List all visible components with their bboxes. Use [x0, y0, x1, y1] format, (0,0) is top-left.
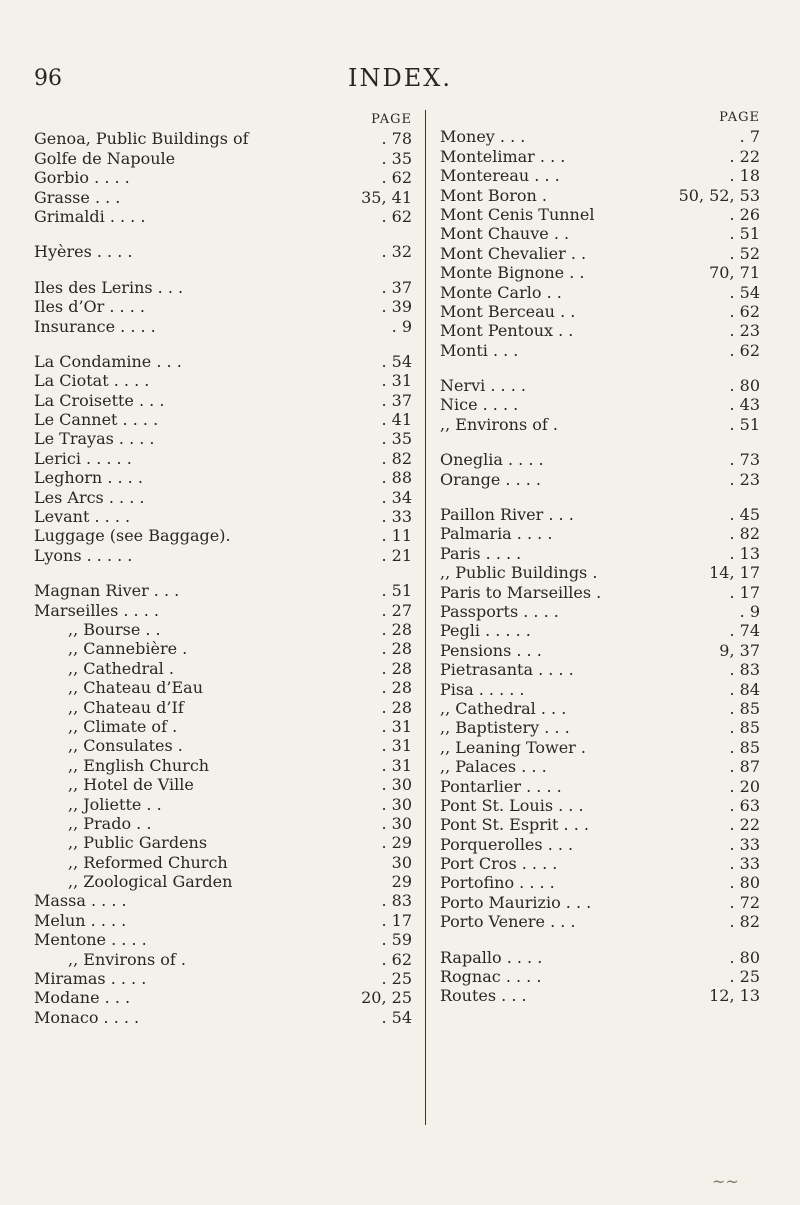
- entry-page: . 22: [729, 815, 760, 835]
- entry-page: . 23: [729, 321, 760, 341]
- entry-page: . 37: [381, 390, 412, 410]
- entry-name: Mont Cenis Tunnel: [440, 204, 595, 224]
- entry-page: . 45: [729, 505, 760, 525]
- index-entry: [440, 166, 760, 185]
- index-entry: [440, 893, 760, 912]
- entry-name: Paris to Marseilles .: [440, 582, 602, 602]
- entry-page: . 34: [381, 487, 412, 507]
- entry-page: . 17: [729, 582, 760, 602]
- index-entry: [34, 698, 412, 717]
- index-entry: [440, 302, 760, 321]
- entry-name: Grasse . . .: [34, 187, 121, 207]
- entry-name: Mont Chevalier . .: [440, 243, 587, 263]
- entry-page: . 22: [729, 146, 760, 166]
- entry-name: Paillon River . . .: [440, 505, 574, 525]
- blank-line: [440, 489, 760, 505]
- index-entry: [34, 814, 412, 833]
- entry-page: . 51: [729, 224, 760, 244]
- index-entry: [34, 930, 412, 949]
- entry-name: Port Cros . . . .: [440, 854, 558, 874]
- entry-name: Rapallo . . . .: [440, 947, 543, 967]
- index-entry: [440, 450, 760, 469]
- entry-name: Miramas . . . .: [34, 969, 147, 989]
- index-entry: [440, 602, 760, 621]
- entry-name: ,, Hotel de Ville: [68, 775, 194, 795]
- page-title: INDEX.: [348, 64, 452, 92]
- entry-name: Nervi . . . .: [440, 376, 526, 396]
- entry-name: Monti . . .: [440, 340, 519, 360]
- entry-name: Mont Pentoux . .: [440, 321, 574, 341]
- index-entry: [440, 641, 760, 660]
- index-entry: [34, 581, 412, 600]
- entry-name: Golfe de Napoule: [34, 148, 176, 168]
- entry-name: Orange . . . .: [440, 469, 542, 489]
- entry-name: Pont St. Esprit . . .: [440, 815, 589, 835]
- index-entry: [440, 815, 760, 834]
- index-entry: [440, 699, 760, 718]
- entry-page: . 80: [729, 873, 760, 893]
- entry-page: . 25: [729, 967, 760, 987]
- entry-page: . 9: [739, 601, 760, 621]
- entry-name: Pont St. Louis . . .: [440, 795, 584, 815]
- index-entry: [34, 659, 412, 678]
- column-divider: [425, 110, 426, 1125]
- entry-page: . 82: [729, 524, 760, 544]
- index-entry: [440, 873, 760, 892]
- entry-page: . 59: [381, 930, 412, 950]
- entry-page: . 54: [381, 351, 412, 371]
- printer-ornament-icon: ~~: [712, 1172, 739, 1191]
- index-entry: [440, 244, 760, 263]
- entry-page: . 9: [391, 316, 412, 336]
- entry-page: . 21: [381, 545, 412, 565]
- entry-name: Mont Chauve . .: [440, 224, 570, 244]
- index-entry: [34, 891, 412, 910]
- index-entry: [440, 660, 760, 679]
- index-entry: [440, 283, 760, 302]
- entry-name: ,, Zoological Garden: [68, 872, 233, 892]
- index-entry: [440, 986, 760, 1005]
- index-entry: [34, 988, 412, 1007]
- index-entry: [34, 775, 412, 794]
- entry-page: . 31: [381, 371, 412, 391]
- index-entry: [440, 395, 760, 414]
- entry-name: Montelimar . . .: [440, 146, 566, 166]
- entry-name: Les Arcs . . . .: [34, 487, 145, 507]
- entry-name: Pegli . . . . .: [440, 621, 531, 641]
- entry-page: . 85: [729, 737, 760, 757]
- blank-line: [440, 932, 760, 948]
- index-entry: [440, 321, 760, 340]
- index-entry: [440, 796, 760, 815]
- entry-name: Leghorn . . . .: [34, 468, 143, 488]
- index-entry: [34, 149, 412, 168]
- index-entry: [34, 678, 412, 697]
- entry-name: ,, Climate of .: [68, 716, 178, 736]
- entry-name: Rognac . . . .: [440, 967, 542, 987]
- entry-name: Portofino . . . .: [440, 873, 555, 893]
- entry-page: . 20: [729, 776, 760, 796]
- entry-name: Levant . . . .: [34, 507, 131, 527]
- index-entry: [440, 470, 760, 489]
- entry-name: Le Trayas . . . .: [34, 429, 155, 449]
- index-entry: [34, 872, 412, 891]
- entry-name: Hyères . . . .: [34, 242, 133, 262]
- blank-line: [34, 336, 412, 352]
- entry-page: . 32: [381, 242, 412, 262]
- index-entry: [34, 468, 412, 487]
- index-entry: [440, 263, 760, 282]
- entry-page: . 82: [381, 448, 412, 468]
- index-entry: [440, 854, 760, 873]
- index-entry: [34, 242, 412, 261]
- entry-page: . 33: [729, 854, 760, 874]
- blank-line: [34, 565, 412, 581]
- entry-page: . 88: [381, 468, 412, 488]
- index-entry: [34, 168, 412, 187]
- entry-page: . 25: [381, 969, 412, 989]
- index-entry: [34, 546, 412, 565]
- index-entry: [34, 601, 412, 620]
- entry-page: 12, 13: [709, 986, 760, 1006]
- entry-name: Monte Carlo . .: [440, 282, 562, 302]
- index-entry: [440, 948, 760, 967]
- entry-page: . 23: [729, 469, 760, 489]
- entry-page: . 51: [381, 581, 412, 601]
- entry-page: . 28: [381, 658, 412, 678]
- entry-page: . 28: [381, 697, 412, 717]
- index-entry: [34, 429, 412, 448]
- entry-page: 35, 41: [361, 187, 412, 207]
- entry-name: La Ciotat . . . .: [34, 371, 150, 391]
- index-entry: [34, 1008, 412, 1027]
- entry-name: Le Cannet . . . .: [34, 410, 159, 430]
- index-entry: [34, 352, 412, 371]
- index-entry: [440, 186, 760, 205]
- entry-name: Paris . . . .: [440, 543, 522, 563]
- index-entry: [34, 317, 412, 336]
- entry-name: Money . . .: [440, 127, 526, 147]
- index-entry: [34, 297, 412, 316]
- entry-page: . 28: [381, 678, 412, 698]
- entry-page: . 78: [381, 129, 412, 149]
- entry-name: ,, Public Buildings .: [440, 563, 598, 583]
- index-entry: [34, 969, 412, 988]
- entry-name: Porquerolles . . .: [440, 834, 574, 854]
- index-entry: [440, 777, 760, 796]
- entry-name: Mentone . . . .: [34, 930, 147, 950]
- entry-page: . 28: [381, 639, 412, 659]
- index-entry: [440, 680, 760, 699]
- entry-name: Palmaria . . . .: [440, 524, 553, 544]
- entry-page: 9, 37: [719, 640, 760, 660]
- index-entry: [34, 188, 412, 207]
- entry-name: Routes . . .: [440, 986, 527, 1006]
- entry-page: . 13: [729, 543, 760, 563]
- entry-name: La Condamine . . .: [34, 351, 182, 371]
- entry-name: ,, Baptistery . . .: [440, 718, 570, 738]
- entry-page: . 73: [729, 450, 760, 470]
- entry-name: Monaco . . . .: [34, 1007, 140, 1027]
- entry-page: . 43: [729, 395, 760, 415]
- entry-page: . 62: [381, 206, 412, 226]
- entry-name: ,, English Church: [68, 755, 210, 775]
- entry-name: Luggage (see Baggage).: [34, 526, 231, 546]
- entry-page: 20, 25: [361, 988, 412, 1008]
- entry-name: Iles d’Or . . . .: [34, 297, 145, 317]
- entry-page: . 37: [381, 277, 412, 297]
- entry-page: 30: [391, 852, 412, 872]
- entry-name: ,, Joliette . .: [68, 794, 162, 814]
- entry-name: ,, Leaning Tower .: [440, 737, 586, 757]
- entry-name: Modane . . .: [34, 988, 131, 1008]
- index-entry: [440, 738, 760, 757]
- index-entry: [440, 583, 760, 602]
- index-entry: [34, 911, 412, 930]
- entry-page: . 33: [729, 834, 760, 854]
- entry-page: . 30: [381, 775, 412, 795]
- entry-page: . 18: [729, 166, 760, 186]
- index-entry: [34, 507, 412, 526]
- entry-page: . 27: [381, 600, 412, 620]
- entry-name: Massa . . . .: [34, 891, 127, 911]
- index-entry: [440, 563, 760, 582]
- entry-page: 70, 71: [709, 263, 760, 283]
- entry-page: . 85: [729, 698, 760, 718]
- entry-name: Magnan River . . .: [34, 581, 180, 601]
- entry-name: La Croisette . . .: [34, 390, 165, 410]
- index-entry: [34, 620, 412, 639]
- entry-page: 29: [391, 872, 412, 892]
- index-column-left: [34, 110, 412, 1027]
- entry-name: Gorbio . . . .: [34, 168, 130, 188]
- entry-page: . 63: [729, 795, 760, 815]
- entry-name: Monte Bignone . .: [440, 263, 585, 283]
- entry-page: . 7: [739, 127, 760, 147]
- entry-page: . 54: [381, 1007, 412, 1027]
- blank-line: [440, 360, 760, 376]
- entry-page: . 80: [729, 376, 760, 396]
- entry-page: . 35: [381, 148, 412, 168]
- index-entry: [34, 736, 412, 755]
- index-entry: [440, 967, 760, 986]
- entry-page: . 29: [381, 833, 412, 853]
- index-entry: [34, 526, 412, 545]
- entry-name: ,, Palaces . . .: [440, 757, 547, 777]
- entry-page: . 72: [729, 892, 760, 912]
- index-entry: [440, 718, 760, 737]
- index-entry: [34, 129, 412, 148]
- index-entry: [34, 833, 412, 852]
- index-entry: [34, 371, 412, 390]
- index-entry: [34, 756, 412, 775]
- page-number: 96: [34, 66, 62, 91]
- entry-name: Oneglia . . . .: [440, 450, 544, 470]
- entry-page: . 80: [729, 947, 760, 967]
- index-entry: [34, 207, 412, 226]
- entry-page: . 31: [381, 716, 412, 736]
- entry-page: . 85: [729, 718, 760, 738]
- entry-name: Lyons . . . . .: [34, 545, 133, 565]
- entry-name: Pisa . . . . .: [440, 679, 525, 699]
- index-entry: [440, 205, 760, 224]
- entry-page: . 26: [729, 204, 760, 224]
- index-entry: [440, 505, 760, 524]
- entry-page: . 31: [381, 755, 412, 775]
- entry-name: Porto Venere . . .: [440, 912, 576, 932]
- entry-name: Iles des Lerins . . .: [34, 277, 184, 297]
- index-entry: [34, 449, 412, 468]
- entry-name: ,, Prado . .: [68, 813, 152, 833]
- index-entry: [34, 391, 412, 410]
- index-entry: [440, 415, 760, 434]
- entry-name: Melun . . . .: [34, 910, 127, 930]
- entry-name: ,, Environs of .: [440, 414, 559, 434]
- entry-name: Porto Maurizio . . .: [440, 892, 592, 912]
- blank-line: [34, 262, 412, 278]
- index-entry: [34, 795, 412, 814]
- entry-page: . 83: [729, 660, 760, 680]
- entry-name: ,, Cannebière .: [68, 639, 188, 659]
- entry-page: . 62: [729, 301, 760, 321]
- entry-name: ,, Consulates .: [68, 736, 183, 756]
- entry-name: Genoa, Public Buildings of: [34, 129, 249, 149]
- entry-page: . 28: [381, 619, 412, 639]
- entry-name: ,, Environs of .: [68, 949, 187, 969]
- entry-name: Passports . . . .: [440, 601, 559, 621]
- entry-page: . 17: [381, 910, 412, 930]
- entry-name: Insurance . . . .: [34, 316, 156, 336]
- entry-page: . 39: [381, 297, 412, 317]
- entry-page: . 51: [729, 414, 760, 434]
- entry-name: ,, Reformed Church: [68, 852, 228, 872]
- index-entry: [34, 488, 412, 507]
- entry-name: Lerici . . . . .: [34, 448, 132, 468]
- blank-line: [34, 226, 412, 242]
- entry-page: . 54: [729, 282, 760, 302]
- entry-page: . 31: [381, 736, 412, 756]
- index-entry: [440, 524, 760, 543]
- entry-name: Pensions . . .: [440, 640, 542, 660]
- index-entry: [34, 639, 412, 658]
- entry-name: ,, Chateau d’If: [68, 697, 184, 717]
- index-entry: [440, 835, 760, 854]
- index-entry: [440, 376, 760, 395]
- entry-page: . 83: [381, 891, 412, 911]
- entry-name: Mont Berceau . .: [440, 301, 576, 321]
- index-entry: [440, 621, 760, 640]
- entry-name: ,, Cathedral . . .: [440, 698, 567, 718]
- blank-line: [440, 434, 760, 450]
- column-header: PAGE: [371, 112, 412, 127]
- entry-page: . 84: [729, 679, 760, 699]
- index-entry: [34, 278, 412, 297]
- entry-page: . 52: [729, 243, 760, 263]
- entry-page: . 35: [381, 429, 412, 449]
- entry-page: . 41: [381, 410, 412, 430]
- entry-page: . 30: [381, 794, 412, 814]
- entry-name: Pietrasanta . . . .: [440, 660, 574, 680]
- entry-page: 14, 17: [709, 563, 760, 583]
- entry-name: ,, Bourse . .: [68, 619, 161, 639]
- entry-page: . 62: [381, 949, 412, 969]
- entry-page: . 62: [381, 168, 412, 188]
- entry-page: . 30: [381, 813, 412, 833]
- entry-page: . 87: [729, 757, 760, 777]
- column-header: PAGE: [719, 110, 760, 125]
- entry-page: . 82: [729, 912, 760, 932]
- entry-page: 50, 52, 53: [678, 185, 760, 205]
- entry-page: . 11: [381, 526, 412, 546]
- entry-name: Mont Boron .: [440, 185, 547, 205]
- entry-name: Pontarlier . . . .: [440, 776, 562, 796]
- entry-name: ,, Chateau d’Eau: [68, 678, 204, 698]
- entry-name: ,, Cathedral .: [68, 658, 174, 678]
- index-entry: [440, 912, 760, 931]
- index-entry: [440, 224, 760, 243]
- entry-name: Montereau . . .: [440, 166, 560, 186]
- index-entry: [34, 410, 412, 429]
- index-column-right: [440, 110, 760, 1006]
- entry-page: . 62: [729, 340, 760, 360]
- entry-page: . 33: [381, 507, 412, 527]
- index-entry: [440, 544, 760, 563]
- index-entry: [440, 341, 760, 360]
- entry-name: Grimaldi . . . .: [34, 206, 146, 226]
- entry-page: . 74: [729, 621, 760, 641]
- index-entry: [440, 757, 760, 776]
- index-entry: [34, 950, 412, 969]
- index-entry: [440, 147, 760, 166]
- entry-name: Marseilles . . . .: [34, 600, 159, 620]
- index-entry: [34, 853, 412, 872]
- index-entry: [34, 717, 412, 736]
- index-entry: [440, 127, 760, 146]
- entry-name: ,, Public Gardens: [68, 833, 208, 853]
- entry-name: Nice . . . .: [440, 395, 519, 415]
